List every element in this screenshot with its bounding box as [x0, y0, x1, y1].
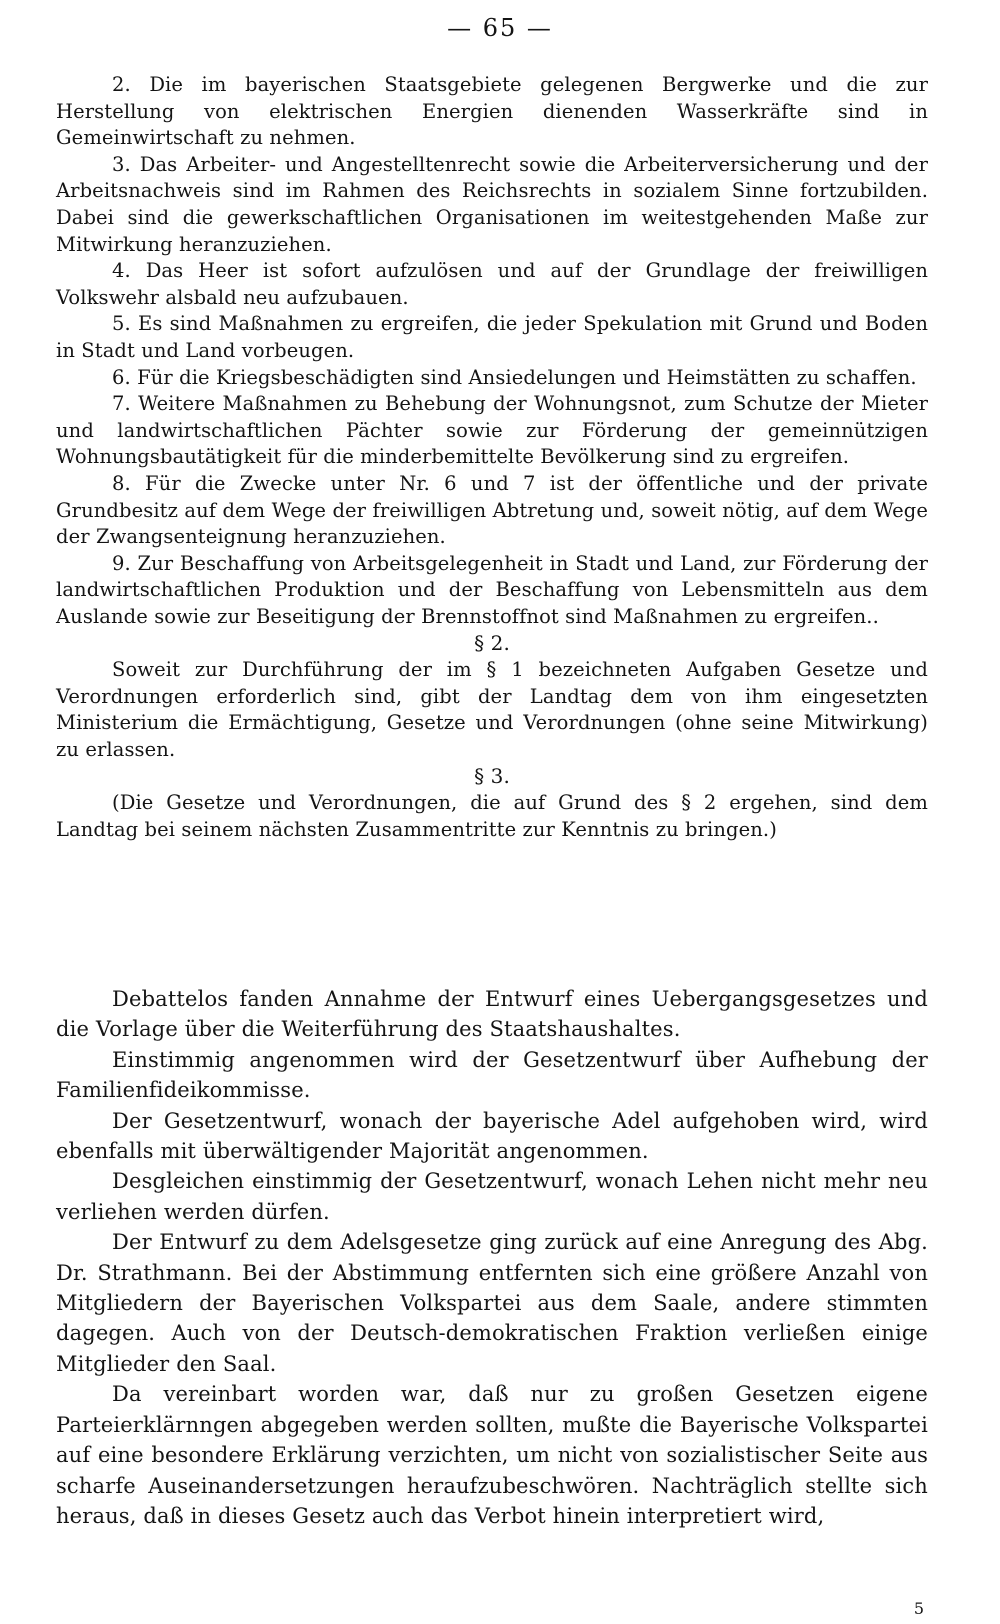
law-item-2: 2. Die im bayerischen Staatsgebiete gelegenen Bergwerke und die zur Herstellung von elektrischen Energien dienenden Wasserkräfte sind in Gemeinwirtschaft zu nehmen.: [56, 73, 928, 150]
law-item-6: 6. Für die Kriegsbeschädigten sind Ansiedelungen und Heimstätten zu schaffen.: [112, 365, 917, 389]
report-paragraph: Da vereinbart worden war, daß nur zu großen Gesetzen eigene Parteierklärnngen abgegeben werden sollten, mußte die Bayerische Volkspartei auf eine besondere Erklärung verzichten, um nicht von sozialistischer Seite aus scharfe Auseinandersetzungen heraufzubeschwören. Nachträglich stellte sich heraus, daß in dieses Gesetz auch das Verbot hinein interpretiert wird,: [56, 1382, 928, 1528]
report-paragraph: Debattelos fanden Annahme der Entwurf eines Uebergangsgesetzes und die Vorlage über die Weiterführung des Staatshaushaltes.: [56, 987, 928, 1042]
report-paragraph: Desgleichen einstimmig der Gesetzentwurf, wonach Lehen nicht mehr neu verliehen werden dürfen.: [56, 1169, 928, 1224]
section-2-body: Soweit zur Durchführung der im § 1 bezeichneten Aufgaben Gesetze und Verordnungen erforderlich sind, gibt der Landtag dem von ihm eingesetzten Ministerium die Ermächtigung, Gesetze und Verordnungen (ohne seine Mitwirkung) zu erlassen.: [56, 658, 928, 761]
section-3-body: (Die Gesetze und Verordnungen, die auf Grund des § 2 ergehen, sind dem Landtag bei seinem nächsten Zusammentritte zur Kenntnis zu bringen.): [56, 791, 928, 841]
law-item-3: 3. Das Arbeiter- und Angestelltenrecht sowie die Arbeiterversicherung und der Arbeitsnachweis sind im Rahmen des Reichsrechts in sozialem Sinne fortzubilden. Dabei sind die gewerkschaftlichen Organisationen im weitestgehenden Maße zur Mitwirkung heranzuziehen.: [56, 152, 928, 256]
report-paragraph: Der Gesetzentwurf, wonach der bayerische Adel aufgehoben wird, wird ebenfalls mit überwältigender Majorität angenommen.: [56, 1108, 928, 1164]
section-3-title: § 3.: [474, 764, 510, 789]
section-2-title: § 2.: [474, 631, 510, 656]
law-text-block: [56, 72, 928, 843]
report-paragraph: Der Entwurf zu dem Adelsgesetze ging zurück auf eine Anregung des Abg. Dr. Strathmann. Bei der Abstimmung entfernten sich eine größere Anzahl von Mitgliedern der Bayerischen Volkspartei aus dem Saale, andere stimmten dagegen. Auch von der Deutsch-demokratischen Fraktion verließen einige Mitglieder den Saal.: [56, 1230, 928, 1376]
law-item-7: 7. Weitere Maßnahmen zu Behebung der Wohnungsnot, zum Schutze der Mieter und landwirtschaftlichen Pächter sowie zur Förderung der gemeinnützigen Wohnungsbautätigkeit für die minderbemittelte Bevölkerung sind zu ergreifen.: [56, 392, 928, 469]
report-text-block: [56, 984, 928, 1531]
page-number: — 65 —: [447, 14, 553, 42]
law-item-4: 4. Das Heer ist sofort aufzulösen und auf der Grundlage der freiwilligen Volkswehr alsbald neu aufzubauen.: [56, 259, 928, 309]
law-item-9: 9. Zur Beschaffung von Arbeitsgelegenheit in Stadt und Land, zur Förderung der landwirtschaftlichen Produktion und der Beschaffung von Lebensmitteln aus dem Auslande sowie zur Beseitigung der Brennstoffnot sind Maßnahmen zu ergreifen..: [56, 551, 928, 628]
law-item-8: 8. Für die Zwecke unter Nr. 6 und 7 ist der öffentliche und der private Grundbesitz auf dem Wege der freiwilligen Abtretung und, soweit nötig, auf dem Wege der Zwangsenteignung heranzuziehen.: [56, 471, 928, 549]
signature-mark: 5: [913, 1599, 924, 1618]
law-item-5: 5. Es sind Maßnahmen zu ergreifen, die jeder Spekulation mit Grund und Boden in Stadt und Land vorbeugen.: [56, 312, 928, 362]
report-paragraph: Einstimmig angenommen wird der Gesetzentwurf über Aufhebung der Familienfideikommisse.: [56, 1047, 928, 1103]
